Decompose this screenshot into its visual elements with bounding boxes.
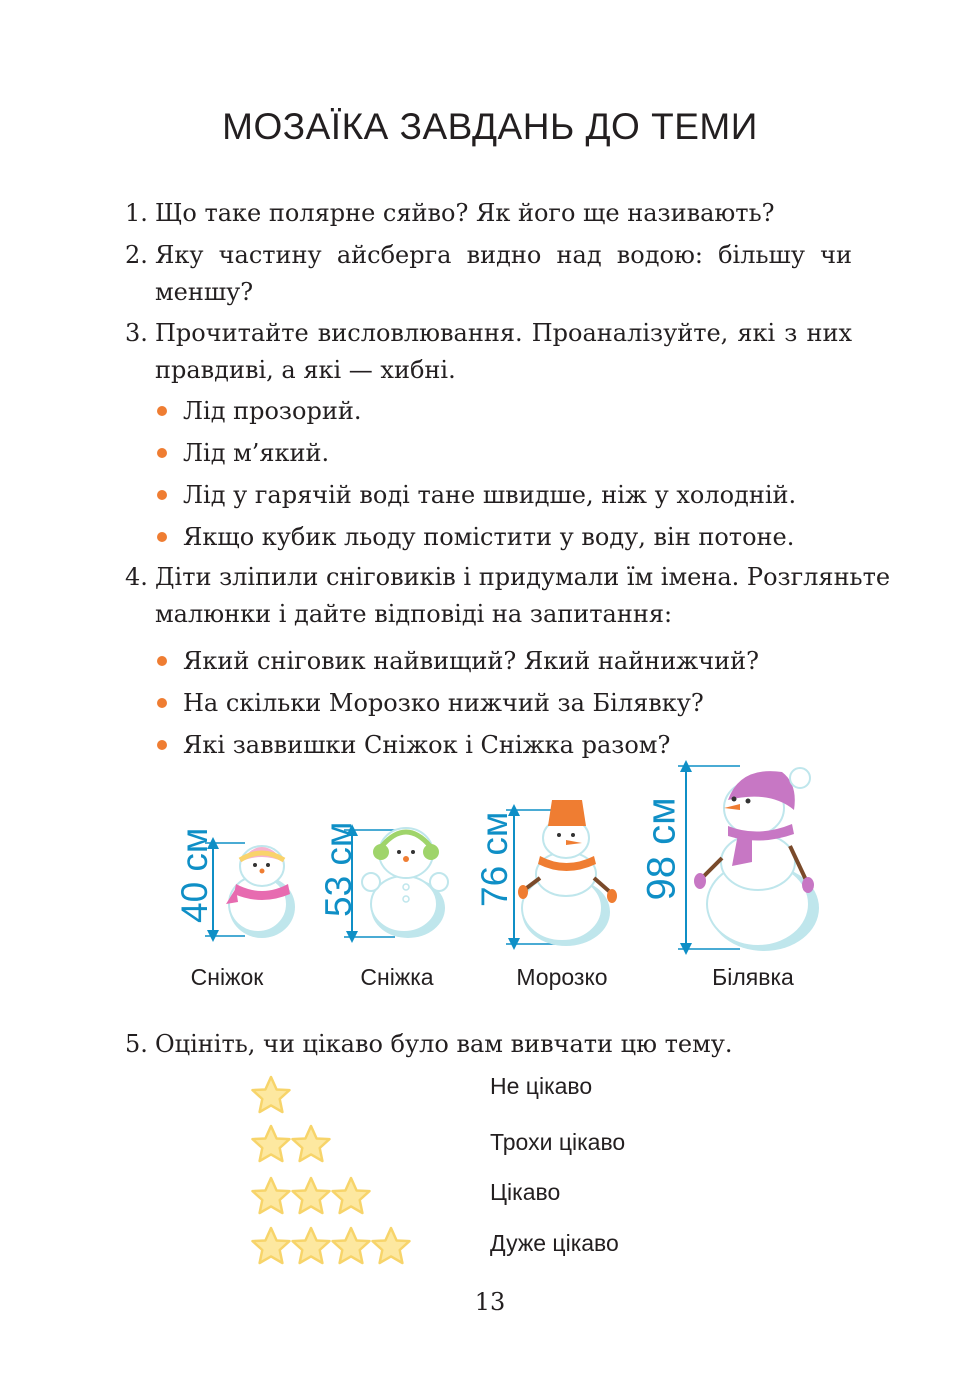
snowman-name-morozko: Морозко bbox=[516, 964, 608, 990]
rating-label-3: Цікаво bbox=[490, 1179, 561, 1205]
bullet-dot bbox=[157, 698, 167, 708]
height-label-snizhka: 53 см bbox=[318, 821, 359, 917]
star-icon[interactable] bbox=[293, 1126, 330, 1161]
star-icon[interactable] bbox=[333, 1228, 370, 1263]
star-icon[interactable] bbox=[293, 1228, 330, 1263]
bullet-dot bbox=[157, 406, 167, 416]
snowman-name-snizhka: Сніжка bbox=[360, 964, 434, 990]
question-3-line-1: Прочитайте висловлювання. Проаналізуйте, які з них bbox=[155, 319, 852, 347]
snowman-name-snizhok: Сніжок bbox=[190, 964, 264, 990]
height-label-snizhok: 40 см bbox=[174, 827, 215, 923]
question-4-line-2: малюнки і дайте відповіді на запитання: bbox=[155, 600, 673, 628]
question-3-line-2: правдиві, а які — хибні. bbox=[155, 356, 456, 384]
snowman-name-biliavka: Білявка bbox=[712, 964, 794, 990]
bullet-dot bbox=[157, 532, 167, 542]
bullet-dot bbox=[157, 740, 167, 750]
question-4-number: 4. bbox=[125, 563, 148, 591]
bullet-dot bbox=[157, 448, 167, 458]
question-3-bullet-3: Лід у гарячій воді тане швидше, ніж у холодній. bbox=[183, 481, 797, 509]
question-4-bullet-2: На скільки Морозко нижчий за Білявку? bbox=[183, 689, 704, 717]
question-2-number: 2. bbox=[125, 241, 148, 269]
question-4-line-1: Діти зліпили сніговиків і придумали їм імена. Розгляньте bbox=[155, 563, 891, 591]
question-1-number: 1. bbox=[125, 199, 148, 227]
rating-label-2: Трохи цікаво bbox=[490, 1129, 626, 1155]
question-4-bullet-3: Які заввишки Сніжок і Сніжка разом? bbox=[183, 731, 671, 759]
rating-label-1: Не цікаво bbox=[490, 1073, 593, 1099]
page-number: 13 bbox=[474, 1288, 506, 1316]
question-3-bullet-2: Лід м’який. bbox=[183, 439, 330, 467]
question-4-bullet-1: Який сніговик найвищий? Який найнижчий? bbox=[183, 647, 759, 675]
rating-label-4: Дуже цікаво bbox=[490, 1230, 619, 1256]
height-label-morozko: 76 см bbox=[474, 811, 515, 907]
question-3-bullet-4: Якщо кубик льоду помістити у воду, він потоне. bbox=[183, 523, 795, 551]
bullet-dot bbox=[157, 656, 167, 666]
snowman-biliavka bbox=[678, 766, 819, 951]
star-icon[interactable] bbox=[293, 1178, 330, 1213]
question-2-line-2: меншу? bbox=[155, 278, 254, 306]
star-icon[interactable] bbox=[253, 1126, 290, 1161]
star-icon[interactable] bbox=[253, 1228, 290, 1263]
question-2-line-1: Яку частину айсберга видно над водою: більшу чи bbox=[155, 241, 852, 269]
question-3-number: 3. bbox=[125, 319, 148, 347]
question-1-text: Що таке полярне сяйво? Як його ще називають? bbox=[155, 199, 775, 227]
star-icon[interactable] bbox=[253, 1077, 290, 1112]
question-5-text: Оцініть, чи цікаво було вам вивчати цю тему. bbox=[155, 1030, 733, 1058]
question-5-number: 5. bbox=[125, 1030, 148, 1058]
height-label-biliavka: 98 см bbox=[639, 797, 684, 901]
star-icon[interactable] bbox=[253, 1178, 290, 1213]
star-icon[interactable] bbox=[333, 1178, 370, 1213]
question-3-bullet-1: Лід прозорий. bbox=[183, 397, 362, 425]
page-title: МОЗАЇКА ЗАВДАНЬ ДО ТЕМИ bbox=[222, 106, 758, 147]
snowman-morozko bbox=[506, 800, 617, 946]
bullet-dot bbox=[157, 490, 167, 500]
snowman-snizhok bbox=[205, 843, 295, 938]
star-icon[interactable] bbox=[373, 1228, 410, 1263]
